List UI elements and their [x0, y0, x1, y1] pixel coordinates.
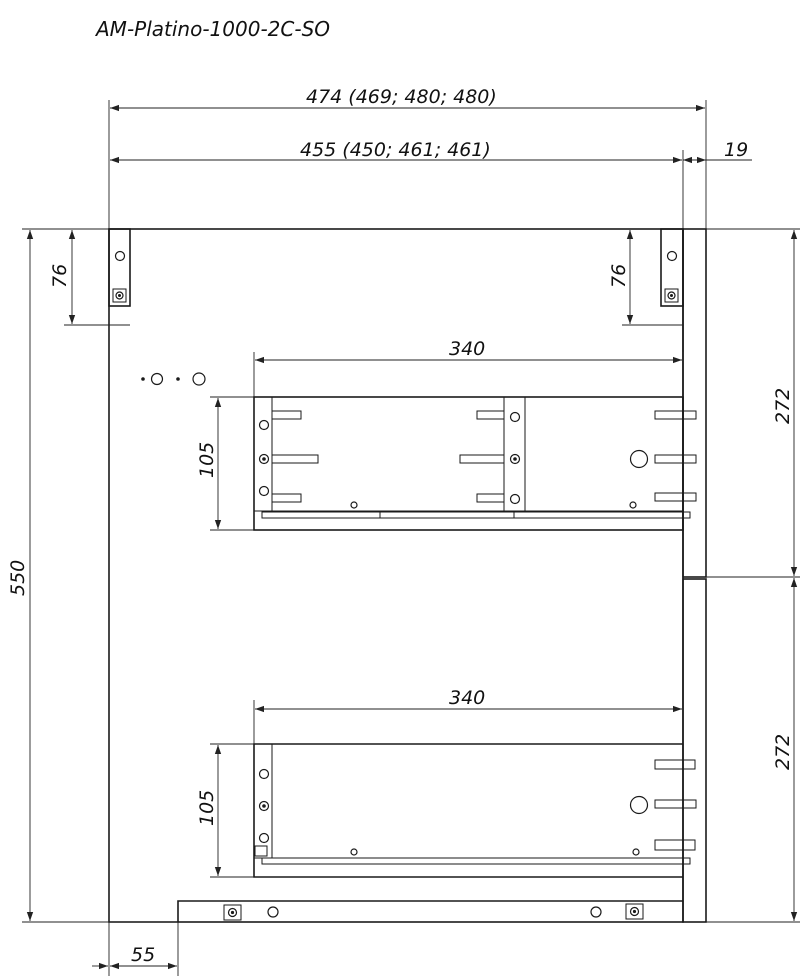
side-hole — [152, 374, 163, 385]
dim-drawer-lower-height: 105 — [196, 789, 218, 826]
dim-drawer-lower-length: 340 — [449, 687, 486, 709]
dim-height: 550 — [7, 559, 29, 596]
drawer-upper — [254, 397, 696, 530]
front-panel-lower — [683, 579, 706, 922]
dim-front-upper: 272 — [772, 387, 794, 424]
dim-body-depth: 455 (450; 461; 461) — [300, 139, 491, 161]
dim-front-thickness: 19 — [724, 139, 749, 161]
dim-front-lower: 272 — [772, 733, 794, 770]
front-panel-upper — [683, 229, 706, 577]
dim-mount-right: 76 — [608, 263, 630, 288]
dim-drawer-upper-height: 105 — [196, 441, 218, 478]
dim-overall-depth: 474 (469; 480; 480) — [306, 86, 497, 108]
dim-bottom-offset: 55 — [131, 944, 156, 966]
bottom-rail — [178, 901, 683, 922]
dim-mount-left: 76 — [49, 263, 71, 288]
dim-drawer-upper-length: 340 — [449, 338, 486, 360]
drawing-title: AM-Platino-1000-2C-SO — [96, 17, 331, 41]
side-hole-dot — [141, 377, 145, 381]
drawer-lower — [254, 744, 696, 877]
